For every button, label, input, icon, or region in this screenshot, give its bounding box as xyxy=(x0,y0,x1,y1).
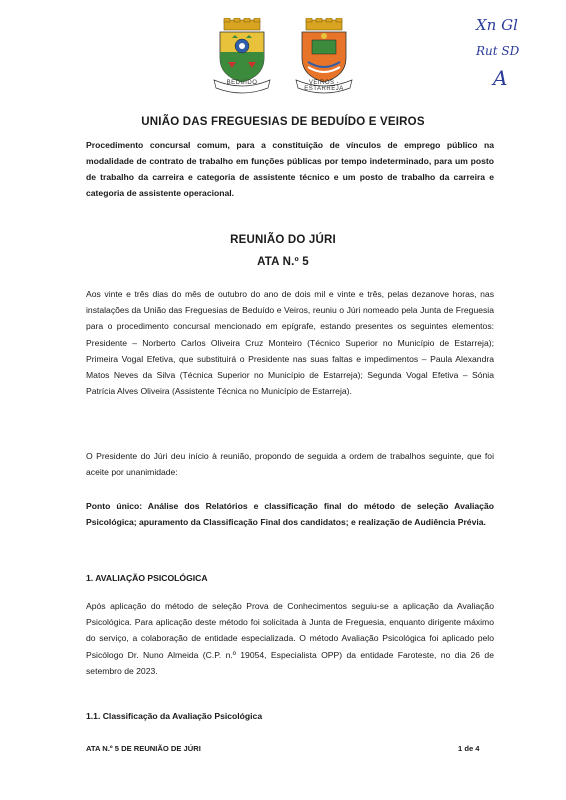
document-heading: UNIÃO DAS FREGUESIAS DE BEDUÍDO E VEIROS xyxy=(141,116,425,128)
footer-document-title: ATA N.º 5 DE REUNIÃO DE JÚRI xyxy=(86,744,201,753)
meeting-title: REUNIÃO DO JÚRI xyxy=(230,234,336,246)
footer-page-number: 1 de 4 xyxy=(458,744,480,753)
paragraph-psychological-evaluation: Após aplicação do método de seleção Prova de Conhecimentos seguiu-se a aplicação da Avaliação Psicológica. Para aplicação deste método foi solicitada à Junta de Freguesia, enquanto dirigente máximo do serviço, a colaboração de entidade especializada. O método Avaliação Psicológica foi aplicado pelo Psicólogo Dr. Nuno Almeida (C.P. n.º 19054, Especialista OPP) da entidade Faroteste, no dia 26 de setembro de 2023. xyxy=(86,601,494,676)
subsection-heading-classification: 1.1. Classificação da Avaliação Psicológica xyxy=(86,711,263,721)
handwritten-initials-1: Xn Gl xyxy=(476,16,518,34)
veiros-crest xyxy=(292,18,356,94)
beduido-crest-label: BEDUÍDO xyxy=(226,80,258,86)
handwritten-initials-3: A xyxy=(493,66,508,90)
ata-number: ATA N.º 5 xyxy=(257,256,309,268)
beduido-crest xyxy=(210,18,274,94)
section-heading-psychological-evaluation: 1. AVALIAÇÃO PSICOLÓGICA xyxy=(86,573,208,583)
paragraph-single-point: Ponto único: Análise dos Relatórios e classificação final do método de seleção Avaliação Psicológica; apuramento da Classificação Final dos candidatos; e realização de Audiência Prévia. xyxy=(86,501,494,528)
paragraph-agenda: O Presidente do Júri deu início à reunião, propondo de seguida a ordem de trabalhos seguinte, que foi aceite por unanimidade: xyxy=(86,451,494,478)
paragraph-attendance: Aos vinte e três dias do mês de outubro do ano de dois mil e vinte e três, pelas dezanove horas, nas instalações da União das Freguesias de Beduído e Veiros, reuniu o Júri nomeado pela Junta de Freguesia para o procedimento concursal mencionado em epígrafe, estando presentes os seguintes elementos: Presidente – Norberto Carlos Oliveira Cruz Monteiro (Técnico Superior no Município de Estarreja); Primeira Vogal Efetiva, que substituirá o Presidente nas suas faltas e impedimentos – Paula Alexandra Matos Neves da Silva (Técnica Superior no Município de Estarreja); Segunda Vogal Efetiva – Sónia Patrícia Alves Oliveira (Assistente Técnica no Município de Estarreja). xyxy=(86,289,494,397)
veiros-crest-label: VEIROS - ESTARREJA xyxy=(304,80,344,92)
procedure-intro: Procedimento concursal comum, para a constituição de vínculos de emprego público na modalidade de contrato de trabalho em funções públicas por tempo indeterminado, para um posto de trabalho da carreira e categoria de assistente técnico e um posto de trabalho da carreira e categoria de assistente operacional. xyxy=(86,140,494,198)
handwritten-initials-2: Rut SD xyxy=(476,44,520,58)
